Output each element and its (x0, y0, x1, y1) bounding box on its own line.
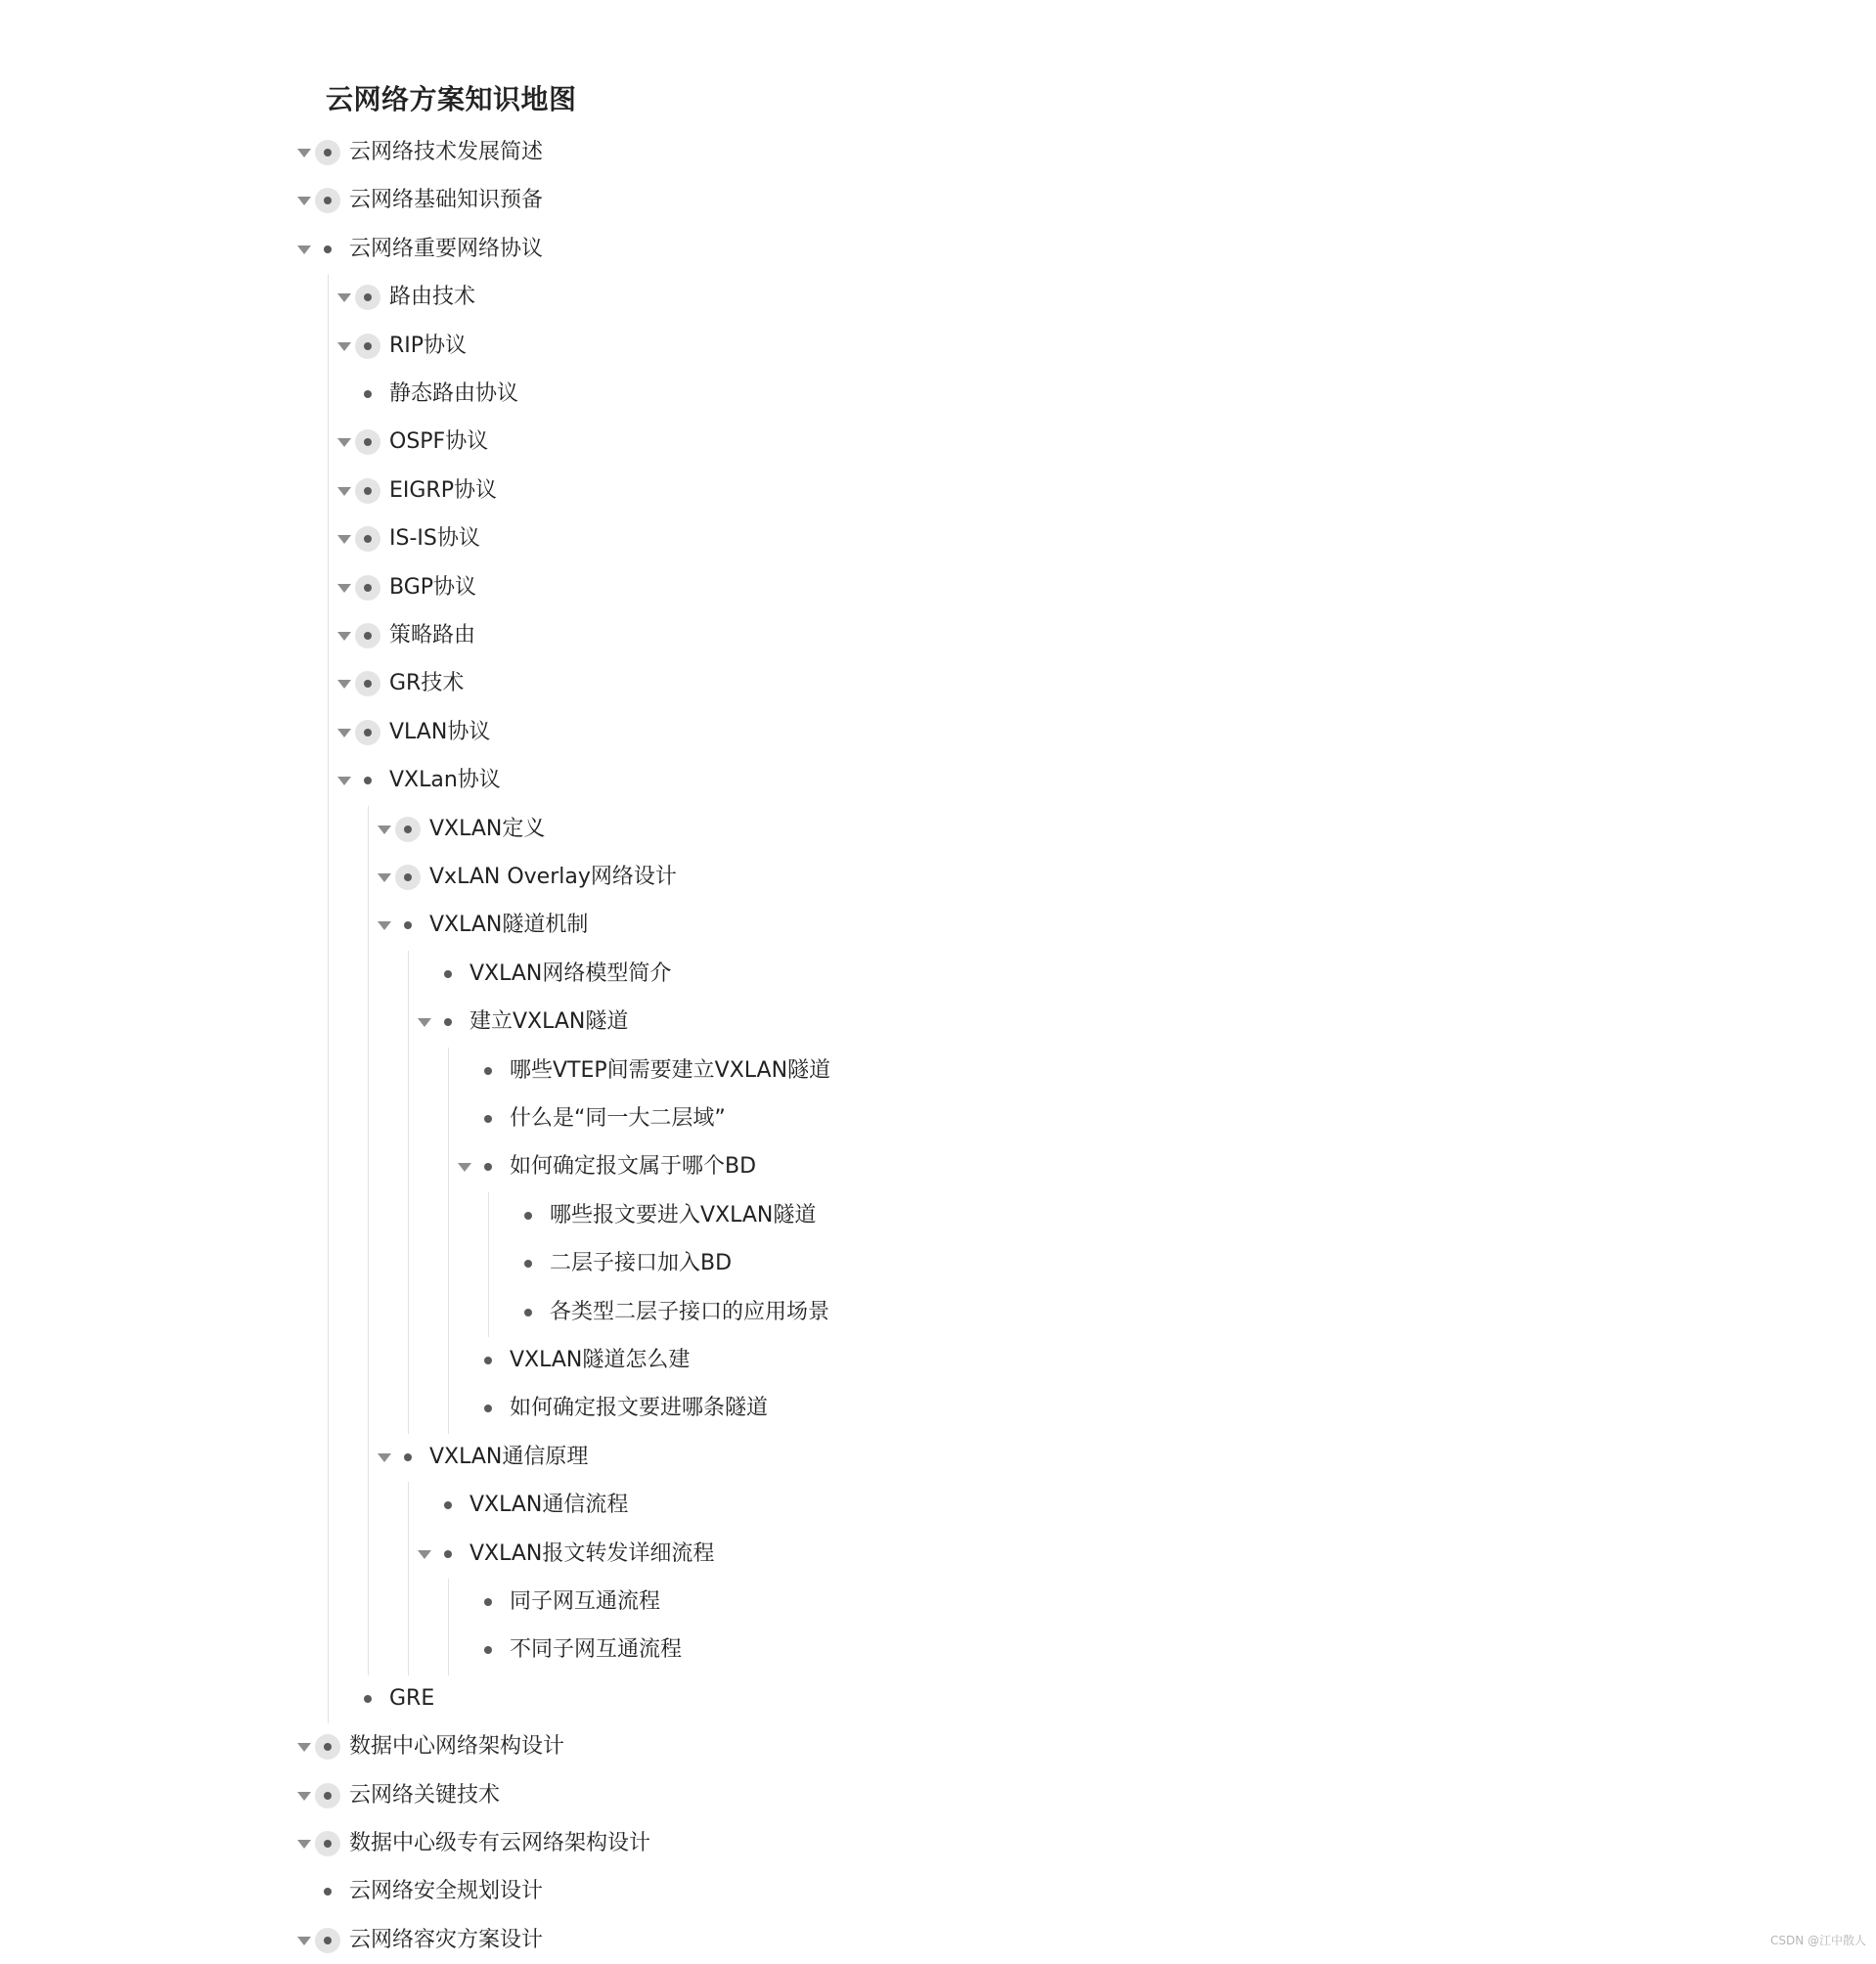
watermark: CSDN @江中散人 (1769, 1934, 1866, 1947)
outline-item[interactable] (0, 515, 1174, 562)
bullet-icon[interactable] (475, 1106, 501, 1132)
outline-item-label: OSPF协议 (389, 429, 489, 455)
bullet-icon[interactable] (355, 623, 380, 648)
caret-down-icon[interactable] (414, 1011, 435, 1033)
bullet-icon[interactable] (355, 381, 380, 407)
bullet-icon[interactable] (395, 865, 421, 890)
outline-item-label: 路由技术 (389, 285, 476, 310)
outline-item[interactable] (0, 129, 1174, 176)
outline-item[interactable] (0, 226, 1174, 273)
outline-item[interactable] (0, 1772, 1174, 1819)
outline-item-label: 什么是“同一大二层域” (510, 1106, 726, 1131)
bullet-icon[interactable] (315, 1734, 340, 1760)
outline-item-label: 建立VXLAN隧道 (469, 1009, 629, 1035)
bullet-icon[interactable] (475, 1348, 501, 1373)
indent-guide-line (448, 1579, 449, 1675)
caret-down-icon[interactable] (293, 239, 315, 260)
outline-item[interactable] (0, 951, 1174, 998)
page-title: 云网络方案知识地图 (326, 83, 577, 115)
bullet-icon[interactable] (395, 817, 421, 842)
outline-item-label: 云网络技术发展简述 (349, 140, 544, 164)
outline-item-label: VXLAN网络模型简介 (469, 960, 672, 986)
outline-item-label: 不同子网互通流程 (510, 1637, 683, 1663)
outline-item-label: BGP协议 (389, 574, 477, 600)
caret-down-icon[interactable] (454, 1156, 475, 1178)
caret-down-icon[interactable] (334, 673, 355, 694)
outline-item-label: RIP协议 (389, 333, 468, 358)
bullet-icon[interactable] (355, 526, 380, 552)
outline-item[interactable] (0, 1048, 1174, 1094)
caret-down-icon[interactable] (334, 770, 355, 791)
outline-item[interactable] (0, 371, 1174, 418)
bullet-icon[interactable] (435, 1541, 461, 1567)
outline-item[interactable] (0, 612, 1174, 659)
outline-item-label: VXLAN定义 (429, 816, 546, 841)
outline-item-label: 哪些报文要进入VXLAN隧道 (550, 1202, 817, 1228)
indent-guide-line (488, 1192, 489, 1337)
outline-item-label: 各类型二层子接口的应用场景 (550, 1299, 830, 1324)
outline-item[interactable] (0, 419, 1174, 466)
outline-item[interactable] (0, 177, 1174, 224)
bullet-icon[interactable] (395, 1445, 421, 1470)
outline-item-label: 云网络基础知识预备 (349, 188, 544, 213)
caret-down-icon[interactable] (334, 528, 355, 550)
outline-item-label: 同子网互通流程 (510, 1589, 661, 1614)
bullet-icon[interactable] (355, 334, 380, 359)
bullet-icon[interactable] (355, 575, 380, 601)
outline-item-label: GR技术 (389, 671, 465, 696)
bullet-icon[interactable] (435, 961, 461, 987)
outline-item-label: VLAN协议 (389, 719, 491, 744)
outline-item[interactable] (0, 1337, 1174, 1384)
caret-down-icon[interactable] (293, 1930, 315, 1951)
outline-item[interactable] (0, 1675, 1174, 1722)
outline-item[interactable] (0, 999, 1174, 1046)
caret-down-icon[interactable] (293, 190, 315, 211)
caret-down-icon[interactable] (293, 1833, 315, 1854)
outline-item[interactable] (0, 806, 1174, 853)
outline-item[interactable] (0, 1627, 1174, 1674)
caret-down-icon[interactable] (293, 1785, 315, 1807)
outline-item-label: VXLAN报文转发详细流程 (469, 1540, 715, 1566)
caret-down-icon[interactable] (293, 1736, 315, 1758)
caret-down-icon[interactable] (414, 1543, 435, 1565)
outline-item-label: 云网络安全规划设计 (349, 1879, 544, 1904)
outline-item-label: VXLAN隧道怎么建 (510, 1348, 691, 1372)
bullet-icon[interactable] (355, 768, 380, 793)
bullet-icon[interactable] (475, 1637, 501, 1663)
bullet-icon[interactable] (315, 237, 340, 262)
caret-down-icon[interactable] (374, 1447, 395, 1468)
outline-item-label: GRE (389, 1685, 435, 1711)
outline-item-label: 数据中心级专有云网络架构设计 (349, 1831, 651, 1855)
caret-down-icon[interactable] (334, 335, 355, 357)
outline-item[interactable] (0, 1820, 1174, 1867)
outline-item[interactable] (0, 757, 1174, 804)
bullet-icon[interactable] (395, 913, 421, 938)
bullet-icon[interactable] (315, 140, 340, 165)
indent-guide-line (408, 1482, 409, 1675)
bullet-icon[interactable] (475, 1396, 501, 1421)
outline-item[interactable] (0, 1531, 1174, 1578)
caret-down-icon[interactable] (334, 480, 355, 502)
outline-item[interactable] (0, 902, 1174, 949)
outline-item[interactable] (0, 1482, 1174, 1529)
bullet-icon[interactable] (475, 1058, 501, 1084)
outline-item[interactable] (0, 1143, 1174, 1190)
outline-item[interactable] (0, 1385, 1174, 1432)
bullet-icon[interactable] (515, 1251, 541, 1276)
outline-item-label: VXLAN通信原理 (429, 1444, 589, 1469)
outline-item-label: 静态路由协议 (389, 381, 519, 406)
outline-item-label: 如何确定报文要进哪条隧道 (510, 1396, 769, 1421)
caret-down-icon[interactable] (293, 142, 315, 163)
outline-item[interactable] (0, 468, 1174, 514)
bullet-icon[interactable] (475, 1154, 501, 1180)
bullet-icon[interactable] (355, 478, 380, 504)
bullet-icon[interactable] (515, 1203, 541, 1228)
outline-item-label: VXLan协议 (389, 768, 501, 793)
outline-item-label: 二层子接口加入BD (550, 1251, 733, 1276)
caret-down-icon[interactable] (334, 431, 355, 453)
outline-item-label: EIGRP协议 (389, 477, 497, 503)
indent-guide-line (448, 1048, 449, 1434)
outline-item[interactable] (0, 1917, 1174, 1964)
outline-item[interactable] (0, 1723, 1174, 1770)
outline-item-label: 云网络关键技术 (349, 1782, 501, 1808)
outline-item[interactable] (0, 323, 1174, 370)
outline-item[interactable] (0, 274, 1174, 321)
outline-item-label: 策略路由 (389, 623, 476, 647)
bullet-icon[interactable] (355, 720, 380, 745)
outline-item-label: 如何确定报文属于哪个BD (510, 1154, 757, 1180)
bullet-icon[interactable] (475, 1589, 501, 1615)
caret-down-icon[interactable] (374, 867, 395, 888)
bullet-icon[interactable] (315, 1879, 340, 1904)
bullet-icon[interactable] (515, 1300, 541, 1325)
outline-item[interactable] (0, 1434, 1174, 1481)
outline-item[interactable] (0, 1240, 1174, 1287)
outline-item[interactable] (0, 854, 1174, 901)
indent-guide-line (368, 806, 369, 1675)
bullet-icon[interactable] (315, 1783, 340, 1808)
caret-down-icon[interactable] (334, 577, 355, 599)
bullet-icon[interactable] (315, 1928, 340, 1953)
indent-guide-line (328, 274, 329, 1723)
outline-item[interactable] (0, 660, 1174, 707)
outline-item-label: VxLAN Overlay网络设计 (429, 865, 677, 889)
bullet-icon[interactable] (435, 1493, 461, 1518)
bullet-icon[interactable] (355, 1686, 380, 1712)
outline-item-label: VXLAN隧道机制 (429, 913, 589, 938)
caret-down-icon[interactable] (374, 819, 395, 840)
bullet-icon[interactable] (355, 671, 380, 696)
outline-item[interactable] (0, 1579, 1174, 1626)
bullet-icon[interactable] (355, 429, 380, 455)
caret-down-icon[interactable] (334, 625, 355, 647)
bullet-icon[interactable] (355, 285, 380, 310)
outline-item[interactable] (0, 1095, 1174, 1142)
indent-guide-line (408, 951, 409, 1434)
outline-item[interactable] (0, 1868, 1174, 1915)
caret-down-icon[interactable] (374, 915, 395, 936)
outline-item-label: IS-IS协议 (389, 526, 480, 552)
outline-item-label: 云网络重要网络协议 (349, 236, 544, 261)
outline-item-label: VXLAN通信流程 (469, 1493, 629, 1518)
outline-item[interactable] (0, 1289, 1174, 1336)
outline-item[interactable] (0, 1192, 1174, 1239)
bullet-icon[interactable] (435, 1009, 461, 1035)
outline-item[interactable] (0, 564, 1174, 611)
bullet-icon[interactable] (315, 188, 340, 213)
outline-item-label: 哪些VTEP间需要建立VXLAN隧道 (510, 1057, 831, 1083)
outline-item[interactable] (0, 709, 1174, 756)
outline-item-label: 云网络容灾方案设计 (349, 1927, 544, 1952)
caret-down-icon[interactable] (334, 287, 355, 308)
bullet-icon[interactable] (315, 1831, 340, 1856)
caret-down-icon[interactable] (334, 722, 355, 743)
outline-item-label: 数据中心网络架构设计 (349, 1734, 565, 1760)
